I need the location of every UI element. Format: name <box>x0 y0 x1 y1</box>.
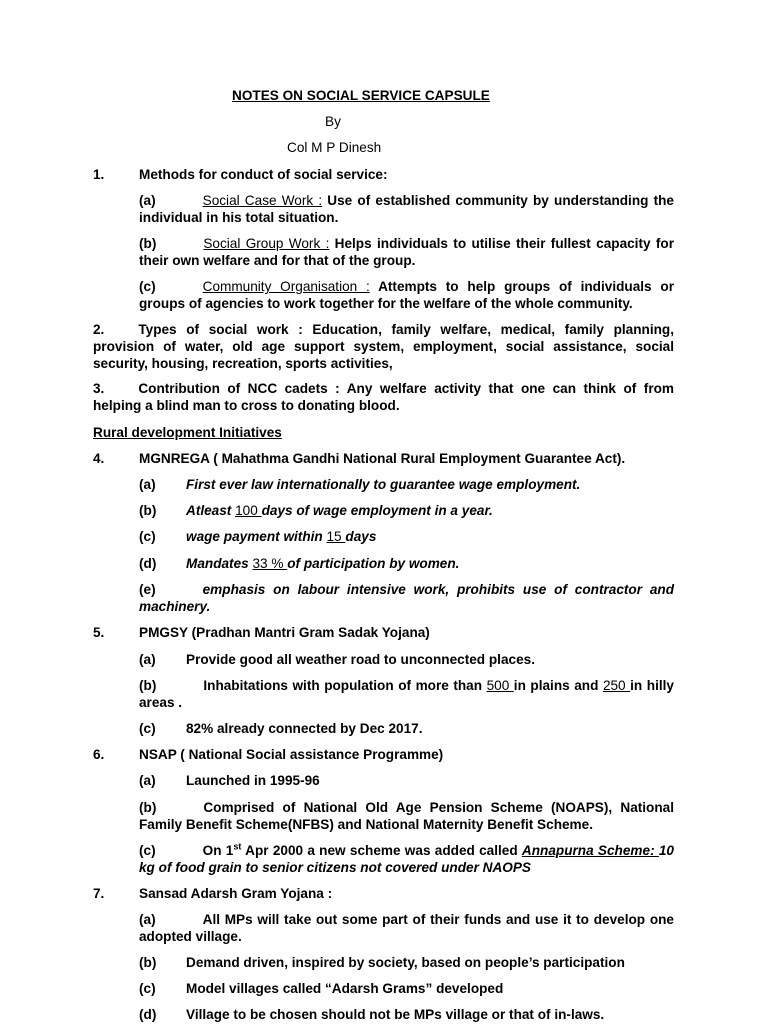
s1-b-term: Social Group Work : <box>203 236 330 251</box>
s7-d-label: (d) <box>139 1007 157 1022</box>
s4-heading: MGNREGA ( Mahathma Gandhi National Rural Employment Guarantee Act). <box>139 451 626 466</box>
s1-b-label: (b) <box>139 236 157 251</box>
s4-b-text <box>186 502 493 519</box>
s7-item-a <box>139 911 674 945</box>
s1-heading: Methods for conduct of social service: <box>139 167 388 182</box>
doc-by: By <box>325 114 341 129</box>
s4-a-text: First ever law internationally to guarantee wage employment. <box>186 477 581 492</box>
s7-a-label: (a) <box>139 912 156 927</box>
s5-a-label: (a) <box>139 652 156 667</box>
s6-item-b <box>139 799 674 833</box>
s4-c-value: 15 <box>326 529 346 544</box>
s1-a-text: Use of established community by understanding the individual in his total situation. <box>139 193 674 225</box>
s5-a-text: Provide good all weather road to unconnected places. <box>186 652 535 667</box>
s1-c-text: Attempts to help groups of individuals or groups of agencies to work together for the welfare of the whole community. <box>139 279 674 311</box>
s7-num: 7. <box>93 886 105 901</box>
s3-text: Contribution of NCC cadets : Any welfare activity that one can think of from helping a blind man to cross to donating blood. <box>93 381 674 413</box>
s6-c-post: 10 kg of food grain to senior citizens not covered under NAOPS <box>139 843 674 875</box>
s4-c-post: days <box>345 529 377 544</box>
s6-item-c <box>139 842 674 876</box>
s4-b-value: 100 <box>235 503 262 518</box>
s1-c-label: (c) <box>139 279 156 294</box>
s6-c-mid: Apr 2000 a new scheme was added called <box>241 843 522 858</box>
s6-c-scheme: Annapurna Scheme: <box>521 843 659 858</box>
s4-d-label: (d) <box>139 556 157 571</box>
s4-d-pre: Mandates <box>186 556 253 571</box>
doc-title: NOTES ON SOCIAL SERVICE CAPSULE <box>232 88 490 103</box>
s4-b-pre: Atleast <box>186 503 236 518</box>
s6-heading: NSAP ( National Social assistance Programme) <box>139 747 444 762</box>
s6-c-sup: st <box>233 841 242 852</box>
s4-d-post: of participation by women. <box>287 556 460 571</box>
s5-c-text: 82% already connected by Dec 2017. <box>186 721 423 736</box>
s4-e-text: emphasis on labour intensive work, prohibits use of contractor and machinery. <box>139 582 674 614</box>
s2-paragraph <box>93 321 674 372</box>
s5-c-label: (c) <box>139 721 156 736</box>
s7-b-label: (b) <box>139 955 157 970</box>
s6-b-text: Comprised of National Old Age Pension Scheme (NOAPS), National Family Benefit Scheme(NFBS) and National Maternity Benefit Scheme. <box>139 800 674 832</box>
s5-b-label: (b) <box>139 678 157 693</box>
s1-num: 1. <box>93 167 105 182</box>
s6-c-pre: On 1 <box>202 843 234 858</box>
s1-item-c <box>139 278 674 312</box>
s1-a-term: Social Case Work : <box>202 193 323 208</box>
s6-c-label: (c) <box>139 843 156 858</box>
s1-b-text: Helps individuals to utilise their fullest capacity for their own welfare and for that of the group. <box>139 236 674 268</box>
s4-a-label: (a) <box>139 477 156 492</box>
s4-b-post: days of wage employment in a year. <box>261 503 493 518</box>
s5-item-b <box>139 677 674 711</box>
s5-b-pre: Inhabitations with population of more than <box>203 678 487 693</box>
s4-d-value: 33 % <box>252 556 288 571</box>
s1-a-label: (a) <box>139 193 156 208</box>
s5-b-post: in hilly areas . <box>139 678 674 710</box>
s3-num: 3. <box>93 381 105 396</box>
s4-d-text <box>186 555 459 572</box>
s7-d-text: Village to be chosen should not be MPs village or that of in-laws. <box>186 1007 605 1022</box>
s3-paragraph <box>93 380 674 414</box>
s1-item-a <box>139 192 674 226</box>
s4-num: 4. <box>93 451 105 466</box>
s1-item-b <box>139 235 674 269</box>
s4-b-label: (b) <box>139 503 157 518</box>
s6-a-text: Launched in 1995-96 <box>186 773 320 788</box>
s7-c-text: Model villages called “Adarsh Grams” developed <box>186 981 504 996</box>
s4-item-e <box>139 581 674 615</box>
s7-a-text: All MPs will take out some part of their funds and use it to develop one adopted village. <box>139 912 674 944</box>
s2-num: 2. <box>93 322 105 337</box>
s4-c-label: (c) <box>139 529 156 544</box>
s7-c-label: (c) <box>139 981 156 996</box>
s6-b-label: (b) <box>139 800 157 815</box>
s2-text: Types of social work : Education, family welfare, medical, family planning, provision of water, old age support system, employment, social assistance, social security, housing, recreation, sports activities, <box>93 322 674 371</box>
s4-c-pre: wage payment within <box>186 529 327 544</box>
s5-b-mid: in plains and <box>513 678 603 693</box>
s6-num: 6. <box>93 747 105 762</box>
s5-b-value-plains: 500 <box>486 678 514 693</box>
s7-heading: Sansad Adarsh Gram Yojana : <box>139 886 333 901</box>
s5-num: 5. <box>93 625 105 640</box>
s4-c-text <box>186 528 376 545</box>
s1-c-term: Community Organisation : <box>202 279 370 294</box>
s5-b-value-hilly: 250 <box>602 678 631 693</box>
s5-heading: PMGSY (Pradhan Mantri Gram Sadak Yojana) <box>139 625 430 640</box>
s6-a-label: (a) <box>139 773 156 788</box>
s4-e-label: (e) <box>139 582 156 597</box>
rural-heading: Rural development Initiatives <box>93 425 282 440</box>
s7-b-text: Demand driven, inspired by society, based on people’s participation <box>186 955 625 970</box>
doc-author: Col M P Dinesh <box>287 140 382 155</box>
